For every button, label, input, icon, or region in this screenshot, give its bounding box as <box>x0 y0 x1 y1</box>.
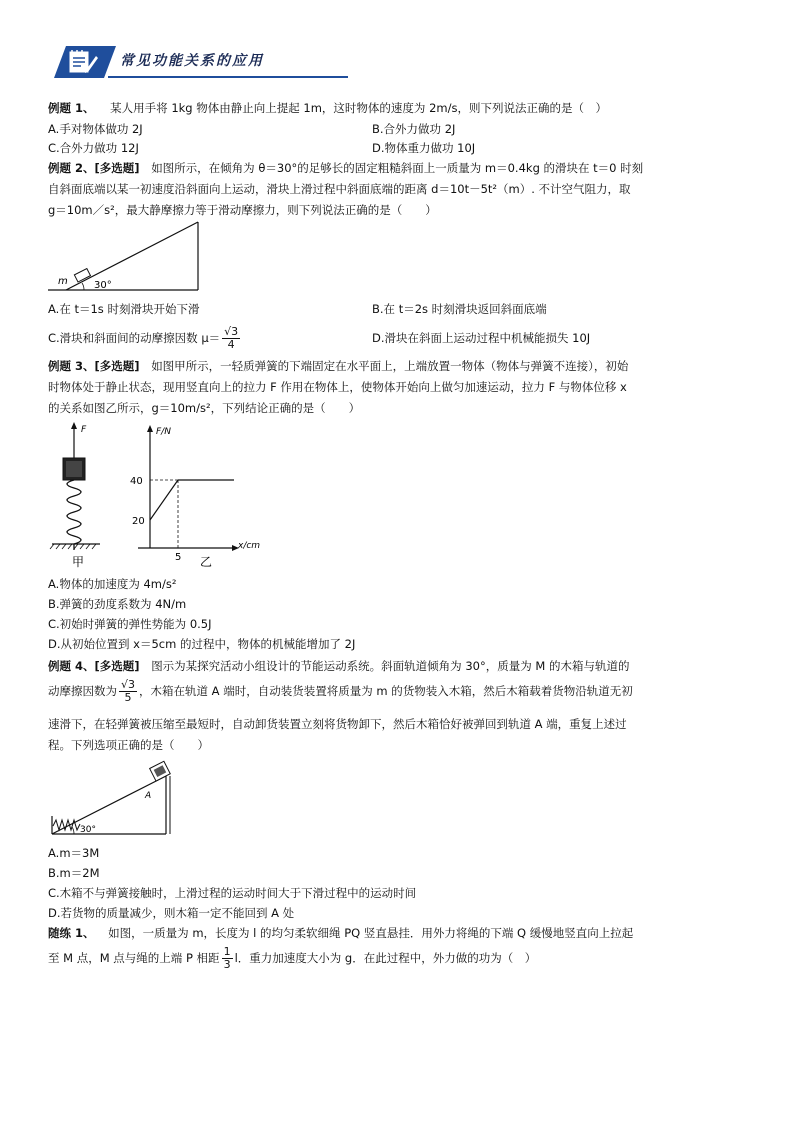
q2-option-d: D.滑块在斜面上运动过程中机械能损失 10J <box>372 331 591 345</box>
notepad-pencil-icon <box>66 48 100 76</box>
q3-option-c: C.初始时弹簧的弹性势能为 0.5J <box>48 617 212 631</box>
y-tick-40: 40 <box>130 476 143 487</box>
q3-stem-line2: 时物体处于静止状态，现用竖直向上的拉力 F 作用在物体上，使物体开始向上做匀加速运动，拉力 F 与物体位移 x <box>48 380 627 394</box>
q3-stem-line1 <box>48 358 628 374</box>
q4-text-2b: ，木箱在轨道 A 端时，自动装货装置将质量为 m 的货物装入木箱，然后木箱载着货物沿轨道无初 <box>139 684 633 698</box>
figure-yi-caption: 乙 <box>200 555 213 569</box>
q2-option-b: B.在 t＝2s 时刻滑块返回斜面底端 <box>372 302 547 316</box>
graph-xlabel: x/cm <box>238 541 261 551</box>
p1-stem-line2 <box>48 943 536 973</box>
q2-stem-line3: g＝10m／s²，最大静摩擦力等于滑动摩擦力，则下列说法正确的是（ ） <box>48 203 437 217</box>
q4-option-c: C.木箱不与弹簧接触时，上滑过程的运动时间大于下滑过程中的运动时间 <box>48 886 417 900</box>
q4-label: 例题 4、[多选题] <box>48 659 140 673</box>
p1-numerator: 1 <box>223 945 231 958</box>
q4-option-b: B.m＝2M <box>48 866 100 880</box>
q1-option-b: B.合外力做功 2J <box>372 122 456 136</box>
mu-numerator: √3 <box>224 325 239 338</box>
q3-stem-line3: 的关系如图乙所示，g＝10m/s²，下列结论正确的是（ ） <box>48 401 361 415</box>
mu-fraction <box>222 326 240 351</box>
q4-stem-line4: 程。下列选项正确的是（ ） <box>48 738 209 752</box>
q1-label: 例题 1、 <box>48 101 95 115</box>
point-a-label: A <box>145 791 152 801</box>
q3-option-b: B.弹簧的劲度系数为 4N/m <box>48 597 187 611</box>
q2-option-c <box>48 322 242 354</box>
q4-text-2a: 动摩擦因数为 <box>48 684 117 698</box>
q4-stem-line1 <box>48 658 629 674</box>
q3-text-1: 如图甲所示，一轻质弹簧的下端固定在水平面上，上端放置一物体（物体与弹簧不连接），初始 <box>151 359 629 373</box>
p1-text-2a: 至 M 点，M 点与绳的上端 P 相距 <box>48 951 220 965</box>
p1-fraction <box>222 946 233 971</box>
q4-option-a: A.m＝3M <box>48 846 100 860</box>
q4-mu-denominator: 5 <box>124 691 132 704</box>
y-tick-20: 20 <box>132 516 145 527</box>
incline-figure <box>48 218 208 296</box>
crate-box <box>150 761 171 781</box>
mass-label: m <box>58 276 68 287</box>
energy-system-figure <box>48 756 178 838</box>
q2-text-1: 如图所示，在倾角为 θ＝30°的足够长的固定粗糙斜面上一质量为 m＝0.4kg 的滑块在 t＝0 时刻 <box>151 161 644 175</box>
q1-text: 某人用手将 1kg 物体由静止向上提起 1m，这时物体的速度为 2m/s，则下列说法正确的是（ ） <box>110 101 607 115</box>
q2-stem-line2: 自斜面底端以某一初速度沿斜面向上运动，滑块上滑过程中斜面底端的距离 d＝10t－5t²（m）. 不计空气阻力，取 <box>48 182 631 196</box>
q1-option-c: C.合外力做功 12J <box>48 141 139 155</box>
q1-stem <box>48 100 607 116</box>
q4-option-d: D.若货物的质量减少，则木箱一定不能回到 A 处 <box>48 906 295 920</box>
q2-stem-line1 <box>48 160 643 176</box>
q4-text-1: 图示为某探究活动小组设计的节能运动系统。斜面轨道倾角为 30°，质量为 M 的木箱与轨道的 <box>151 659 630 673</box>
graph-rising-segment <box>150 480 178 520</box>
q3-label: 例题 3、[多选题] <box>48 359 140 373</box>
q3-option-a: A.物体的加速度为 4m/s² <box>48 577 177 591</box>
q1-option-d: D.物体重力做功 10J <box>372 141 476 155</box>
q2-label: 例题 2、[多选题] <box>48 161 140 175</box>
p1-stem-line1 <box>48 925 633 941</box>
q4-stem-line2 <box>48 676 633 706</box>
q2-option-a: A.在 t＝1s 时刻滑块开始下滑 <box>48 302 200 316</box>
p1-text-1: 如图，一质量为 m，长度为 l 的均匀柔软细绳 PQ 竖直悬挂．用外力将绳的下端 Q 缓慢地竖直向上拉起 <box>108 926 634 940</box>
p1-denominator: 3 <box>223 958 231 971</box>
q4-mu-fraction <box>119 679 137 704</box>
q2-option-c-text: C.滑块和斜面间的动摩擦因数 μ＝ <box>48 331 221 345</box>
x-tick-5: 5 <box>175 552 182 563</box>
q4-mu-numerator: √3 <box>121 678 136 691</box>
q4-stem-line3: 速滑下，在轻弹簧被压缩至最短时，自动卸货装置立刻将货物卸下，然后木箱恰好被弹回到轨道 A 端，重复上述过 <box>48 717 627 731</box>
spring-figure <box>48 420 118 570</box>
q3-option-d: D.从初始位置到 x＝5cm 的过程中，物体的机械能增加了 2J <box>48 637 356 651</box>
slider-block <box>74 269 90 282</box>
mu-denominator: 4 <box>227 338 235 351</box>
figure-jia-caption: 甲 <box>72 555 85 569</box>
q1-option-a: A.手对物体做功 2J <box>48 122 143 136</box>
header-title: 常见功能关系的应用 <box>120 53 264 69</box>
graph-ylabel: F/N <box>156 427 171 437</box>
angle-label: 30° <box>94 280 112 291</box>
force-label: F <box>81 425 87 435</box>
force-displacement-graph <box>124 420 274 570</box>
p1-text-2b: l．重力加速度大小为 g．在此过程中，外力做的功为（ ） <box>234 951 537 965</box>
q4-angle-label: 30° <box>80 825 96 835</box>
p1-label: 随练 1、 <box>48 926 95 940</box>
